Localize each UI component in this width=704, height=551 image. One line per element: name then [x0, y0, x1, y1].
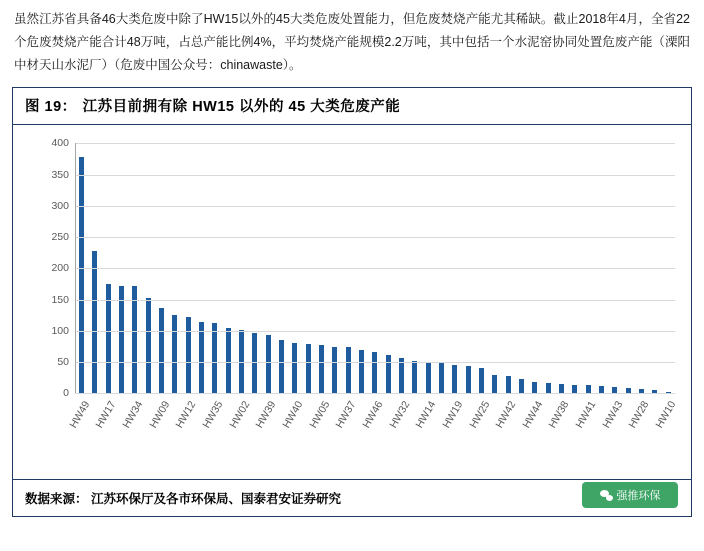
x-label-slot — [306, 397, 332, 457]
x-label-slot — [67, 397, 93, 457]
x-label-slot — [440, 397, 466, 457]
bar — [386, 355, 391, 393]
bar — [599, 386, 604, 394]
bar — [492, 375, 497, 394]
x-label-slot — [227, 397, 252, 457]
bar — [119, 286, 124, 394]
chart-plot — [51, 137, 675, 400]
source-text: 数据来源： 江苏环保厅及各市环保局、国泰君安证券研究 — [25, 492, 341, 507]
y-axis-tick: 150 — [51, 293, 69, 306]
bar — [92, 251, 97, 394]
chart-area — [13, 125, 691, 463]
bar — [426, 362, 431, 393]
x-axis-tick: HW05 — [306, 399, 332, 431]
bar — [132, 286, 137, 394]
x-axis-tick: HW25 — [466, 399, 492, 431]
x-label-slot — [147, 397, 173, 457]
bar — [546, 383, 551, 393]
x-axis-tick: HW10 — [653, 399, 679, 431]
bar — [346, 347, 351, 393]
bar — [506, 376, 511, 394]
figure-title — [13, 88, 691, 125]
bar — [519, 379, 524, 393]
x-label-slot — [573, 397, 599, 457]
watermark-badge — [582, 482, 678, 508]
x-axis-tick: HW02 — [227, 399, 252, 431]
x-label-slot — [253, 397, 279, 457]
bar — [586, 385, 591, 393]
bar — [292, 343, 297, 393]
x-axis-tick: HW09 — [147, 399, 173, 431]
bar — [452, 365, 457, 394]
bar — [279, 340, 284, 394]
x-label-slot — [93, 397, 119, 457]
x-label-slot — [173, 397, 199, 457]
gridline — [63, 387, 675, 400]
x-axis-tick: HW38 — [546, 399, 572, 431]
intro-paragraph — [0, 0, 704, 77]
bar — [559, 384, 564, 393]
y-axis-line — [75, 143, 76, 393]
x-axis-tick: HW17 — [93, 399, 119, 431]
gridline — [51, 199, 675, 212]
x-label-slot — [360, 397, 386, 457]
y-axis-tick: 50 — [57, 356, 69, 369]
figure-container — [12, 87, 692, 517]
gridline — [51, 293, 675, 306]
bar — [266, 335, 271, 393]
x-label-slot — [120, 397, 146, 457]
x-label-slot — [386, 397, 412, 457]
bar — [172, 315, 177, 394]
bar — [186, 317, 191, 393]
bar — [332, 347, 337, 394]
x-axis-tick: HW42 — [493, 399, 519, 431]
y-axis-tick: 350 — [51, 168, 69, 181]
x-axis-labels — [67, 397, 679, 457]
figure-label: 图 19： — [25, 99, 77, 116]
bar — [612, 387, 617, 394]
figure-title-text: 江苏目前拥有除 HW15 以外的 45 大类危废产能 — [82, 99, 401, 116]
bar — [359, 350, 364, 394]
x-axis-tick: HW34 — [120, 399, 146, 431]
bar — [146, 298, 151, 393]
y-axis-tick: 400 — [51, 137, 69, 150]
y-axis-tick: 250 — [51, 231, 69, 244]
badge-label: 强推环保 — [616, 490, 661, 503]
x-axis-tick: HW49 — [67, 399, 93, 431]
x-axis-tick: HW32 — [386, 399, 412, 431]
wechat-icon — [600, 490, 613, 501]
gridline — [51, 168, 675, 181]
x-axis-tick: HW19 — [440, 399, 466, 431]
y-axis-tick: 300 — [51, 199, 69, 212]
bar — [226, 328, 231, 394]
gridline — [51, 262, 675, 275]
x-label-slot — [653, 397, 679, 457]
y-axis-tick: 200 — [51, 262, 69, 275]
bar — [479, 368, 484, 393]
x-axis-tick: HW40 — [280, 399, 306, 431]
bar — [372, 352, 377, 393]
bar — [572, 385, 577, 394]
x-label-slot — [200, 397, 226, 457]
x-axis-tick: HW28 — [626, 399, 652, 431]
x-label-slot — [493, 397, 519, 457]
x-axis-tick: HW46 — [360, 399, 386, 431]
x-axis-tick: HW12 — [173, 399, 199, 431]
x-axis-tick: HW37 — [333, 399, 359, 431]
y-axis-tick: 0 — [63, 387, 69, 400]
x-label-slot — [333, 397, 359, 457]
x-label-slot — [280, 397, 306, 457]
bar — [79, 157, 84, 394]
bar — [466, 366, 471, 394]
x-axis-tick: HW44 — [520, 399, 546, 431]
gridline — [51, 324, 675, 337]
bar — [212, 323, 217, 394]
bar — [159, 308, 164, 394]
x-label-slot — [600, 397, 626, 457]
x-label-slot — [520, 397, 546, 457]
bar — [252, 333, 257, 393]
gridline — [57, 356, 675, 369]
intro-text: 虽然江苏省具备46大类危废中除了HW15以外的45大类危废处置能力，但危废焚烧产能尤其稀缺。截止2018年4月，全省22个危废焚烧产能合计48万吨，占总产能比例4%，平均焚烧产能规模2.2万吨，其中包括一个水泥窑协同处置危废产能（溧阳中材天山水泥厂）（危废中国公众号：chinawaste）。 — [14, 12, 690, 73]
bar — [532, 382, 537, 394]
bar — [306, 344, 311, 393]
x-axis-tick: HW39 — [253, 399, 279, 431]
bar — [439, 363, 444, 393]
x-axis-tick: HW35 — [200, 399, 226, 431]
x-label-slot — [546, 397, 572, 457]
bar — [412, 361, 417, 394]
bar — [199, 322, 204, 394]
y-axis-tick: 100 — [51, 324, 69, 337]
x-label-slot — [413, 397, 439, 457]
x-label-slot — [626, 397, 652, 457]
x-label-slot — [466, 397, 492, 457]
bar — [319, 345, 324, 394]
gridline — [51, 137, 675, 150]
gridline — [51, 231, 675, 244]
x-axis-tick: HW14 — [413, 399, 439, 431]
x-axis-tick: HW41 — [573, 399, 599, 431]
x-axis-tick: HW43 — [600, 399, 626, 431]
